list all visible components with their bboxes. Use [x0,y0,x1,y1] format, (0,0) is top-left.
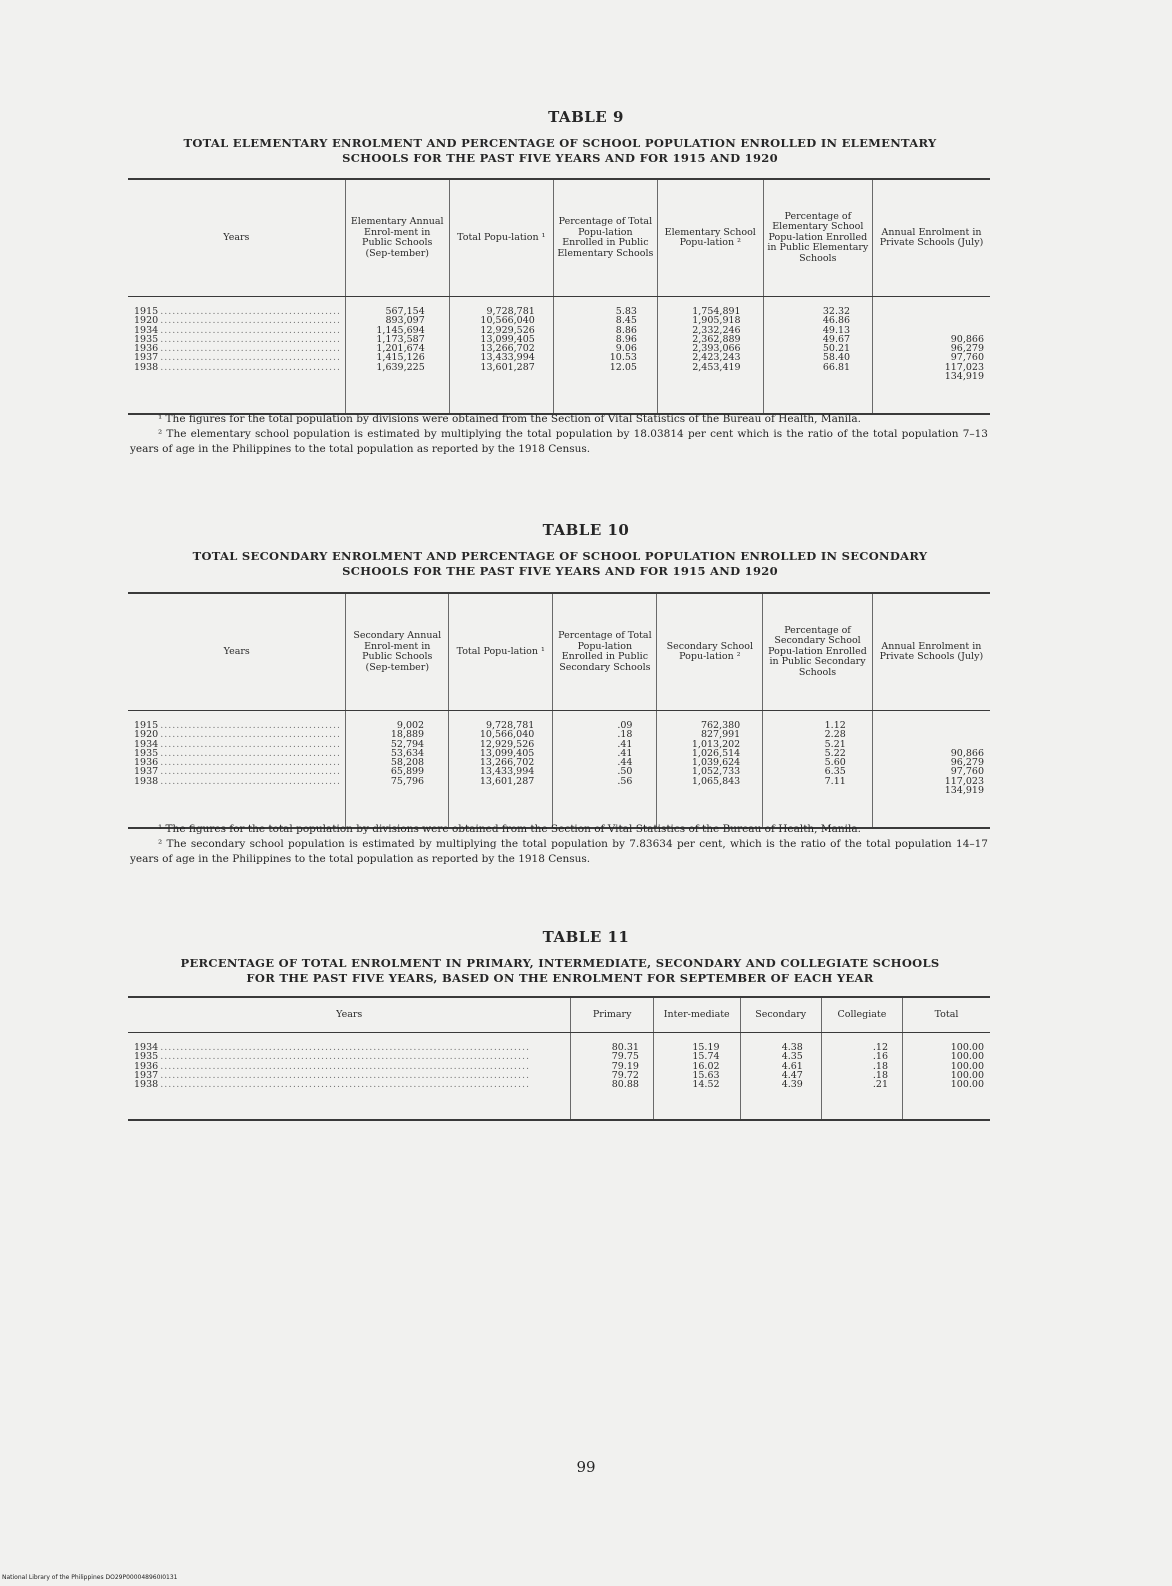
table9-column-4 [657,297,763,415]
table9-year: 1934 ..... [134,326,339,335]
table9-cell: 1,754,891 [692,306,741,317]
table10-header-6: Annual Enrolment in Private Schools (July) [872,593,990,711]
table9-cell: 5.83 [615,306,637,317]
table10-cell: 75,796 [390,775,425,787]
table9-cell: 1,905,918 [692,315,741,327]
table10-cell: 13,601,287 [479,775,535,787]
table11-cell: 4.47 [781,1069,803,1081]
table9-cell: 10.53 [609,352,637,364]
table10-year: 1937 ..... [134,767,339,776]
table9-year: 1935 ..... [134,335,339,344]
table10-cell: .50 [617,766,633,778]
table10-column-4 [657,711,763,829]
table10-cell: .44 [617,757,633,769]
table9-cell: 2,453,419 [692,361,741,373]
table9-cell: 134,919 [944,371,984,383]
table10-cell: 58,208 [390,757,425,769]
table10-cell: 1,013,202 [691,738,741,750]
table9-cell: 32.32 [822,306,851,317]
table10-cell: 9,002 [396,720,425,731]
table10-cell: 1,065,843 [691,775,741,787]
table11 [128,996,990,1121]
table11-cell: .21 [872,1079,888,1091]
table11-cell: .18 [872,1069,888,1081]
table9-cell: 2,332,246 [692,324,741,336]
table9-cell: 8.45 [615,315,637,327]
table9-caption [130,136,990,166]
table11-year: 1938 ..... [134,1080,564,1089]
table10-cell: 7.11 [824,775,846,787]
table9-cell: 9,728,781 [486,306,535,317]
table10-header-5: Percentage of Secondary School Popu-lation Enrolled in Public Secondary Schools [763,593,873,711]
table9-column-6 [873,297,990,415]
table9-cell: 49.13 [822,324,851,336]
table9-cell: 117,023 [944,361,984,373]
table9-caption-line1: TOTAL ELEMENTARY ENROLMENT AND PERCENTAGE OF SCHOOL POPULATION ENROLLED IN ELEMENTARY [183,136,937,150]
table9-header-5: Percentage of Elementary School Popu-lation Enrolled in Public Elementary Schools [763,179,872,297]
table10-cell: 134,919 [944,785,984,797]
table9-cell: 1,201,674 [376,343,425,355]
table9 [128,178,990,415]
table11-cell: 100.00 [950,1051,984,1063]
table10-cell: .09 [617,720,633,731]
table9-cell: 2,362,889 [692,333,741,345]
table9-cell: 1,145,694 [376,324,425,336]
table9-cell: 46.86 [822,315,851,327]
table9-cell: 8.86 [615,324,637,336]
table10 [128,592,990,829]
table9-cell: 58.40 [822,352,851,364]
table9-header-1: Elementary Annual Enrol-ment in Public Schools (Sep-tember) [345,179,449,297]
table9-header-row [128,179,990,297]
table11-year: 1934 ..... [134,1043,564,1052]
table10-cell: .56 [617,775,633,787]
table10-cell: 6.35 [824,766,846,778]
table9-footnote-1: ¹ The figures for the total population by divisions were obtained from the Section of Vital Statistics of the Bureau of Health, Manila. [158,413,861,425]
table11-cell: 100.00 [950,1060,984,1072]
table11-cell: 79.75 [611,1051,639,1063]
table11-cell: .16 [872,1051,888,1063]
table10-cell: 1.12 [824,720,846,731]
table10-header-3: Percentage of Total Popu-lation Enrolled in Public Secondary Schools [553,593,657,711]
table9-cell: 50.21 [822,343,851,355]
table10-years-cell [128,711,346,829]
table10-cell: 97,760 [950,766,984,778]
table11-header-3: Secondary [740,997,821,1033]
table9-cell: 13,433,994 [480,352,535,364]
table10-cell: 2.28 [824,729,846,741]
table11-cell: 15.74 [692,1051,720,1063]
table9-cell: 12,929,526 [480,324,535,336]
page-number: 99 [576,1458,596,1476]
table11-column-4 [821,1033,902,1121]
table9-year: 1938 ..... [134,363,339,372]
table9-footnote-2: ² The elementary school population is estimated by multiplying the total population by 18.03814 per cent which is the ratio of the total population 7–13 years of age in the Philippines to the total population as reported by the 1918 Census. [130,428,988,455]
table11-year: 1937 ..... [134,1071,564,1080]
table11-cell: 100.00 [950,1079,984,1091]
table9-years-cell [128,297,345,415]
table10-header-4: Secondary School Popu-lation ² [657,593,763,711]
table10-cell: 12,929,526 [479,738,535,750]
table11-cell: 79.72 [611,1069,639,1081]
table10-cell: 65,899 [390,766,425,778]
table11-header-1: Primary [571,997,654,1033]
table11-cell: 15.63 [692,1069,720,1081]
table9-year: 1936 ..... [134,344,339,353]
table10-cell [879,721,984,730]
table9-header-0: Years [128,179,345,297]
table9-cell: 1,173,587 [376,333,425,345]
table10-cell: 90,866 [950,747,984,759]
table10-cell: 13,266,702 [479,757,535,769]
table9-cell: 567,154 [385,306,425,317]
table11-cell: 16.02 [692,1060,720,1072]
table11-cell: .18 [872,1060,888,1072]
table11-cell: 4.38 [781,1042,803,1053]
table10-header-row [128,593,990,711]
table9-cell: 1,639,225 [376,361,425,373]
table9-footnotes [130,412,988,457]
table10-caption-line1: TOTAL SECONDARY ENROLMENT AND PERCENTAGE OF SCHOOL POPULATION ENROLLED IN SECONDARY [192,549,928,563]
table10-data-row [128,711,990,829]
table10-cell [879,730,984,739]
table10-cell: .18 [617,729,633,741]
table9-cell: 1,415,126 [376,352,425,364]
table10-footnote-2: ² The secondary school population is estimated by multiplying the total population by 7.83634 per cent, which is the ratio of the total population 14–17 years of age in the Philippines to the total population as reported by the 1918 Census. [130,838,988,865]
table10-cell: 18,889 [390,729,425,741]
table10-column-3 [553,711,657,829]
table10-cell: 53,634 [390,747,425,759]
table9-cell: 97,760 [950,352,984,364]
table9-header-2: Total Popu-lation ¹ [449,179,553,297]
table10-cell: 762,380 [700,720,741,731]
table11-cell: .12 [872,1042,888,1053]
table10-cell: 827,991 [700,729,741,741]
table9-cell: 10,566,040 [480,315,535,327]
table10-cell: 52,794 [390,738,425,750]
table10-header-2: Total Popu-lation ¹ [449,593,553,711]
table9-cell: 2,423,243 [692,352,741,364]
table11-header-0: Years [128,997,571,1033]
table10-cell: 13,433,994 [479,766,535,778]
table9-cell [879,307,984,316]
table10-year: 1934 ..... [134,740,339,749]
table11-header-2: Inter-mediate [653,997,740,1033]
table10-cell: 13,099,405 [479,747,535,759]
table9-cell: 13,601,287 [480,361,535,373]
table11-cell: 100.00 [950,1042,984,1053]
table11-data-row [128,1033,990,1121]
table11-caption [130,956,990,986]
table11-years-cell [128,1033,571,1121]
table9-cell: 893,097 [385,315,425,327]
table11-year: 1935 ..... [134,1052,564,1061]
table9-column-5 [763,297,872,415]
table10-header-1: Secondary Annual Enrol-ment in Public Schools (Sep-tember) [346,593,449,711]
table9-cell: 90,866 [950,333,984,345]
table11-header-4: Collegiate [821,997,902,1033]
table10-header-0: Years [128,593,346,711]
table11-cell: 100.00 [950,1069,984,1081]
table11-cell: 4.61 [781,1060,803,1072]
table11-year: 1936 ..... [134,1062,564,1071]
table11-cell: 80.31 [611,1042,639,1053]
table11-header-5: Total [903,997,991,1033]
table10-column-5 [763,711,873,829]
table9-year: 1915 ..... [134,307,339,316]
table11-column-2 [653,1033,740,1121]
table9-cell: 9.06 [615,343,637,355]
table9-column-1 [345,297,449,415]
table10-cell: 5.21 [824,738,846,750]
table10-footnotes [130,822,988,867]
table10-cell: 1,039,624 [691,757,741,769]
table9-cell: 2,393,066 [692,343,741,355]
table9-header-3: Percentage of Total Popu-lation Enrolled in Public Elementary Schools [553,179,657,297]
table11-title: TABLE 11 [542,928,630,946]
table10-footnote-1: ¹ The figures for the total population by divisions were obtained from the Section of Vital Statistics of the Bureau of Health, Manila. [158,823,861,835]
table9-cell: 13,099,405 [480,333,535,345]
table9-header-4: Elementary School Popu-lation ² [657,179,763,297]
table9-cell: 13,266,702 [480,343,535,355]
table10-year: 1936 ..... [134,758,339,767]
table9-column-3 [553,297,657,415]
table10-cell: 1,052,733 [691,766,741,778]
table11-cell: 79.19 [611,1060,639,1072]
table9-cell: 96,279 [950,343,984,355]
table10-column-1 [346,711,449,829]
table9-year: 1937 ..... [134,353,339,362]
table11-cell: 4.39 [781,1079,803,1091]
table11-column-1 [571,1033,654,1121]
table10-year: 1935 ..... [134,749,339,758]
table10-year: 1915 ..... [134,721,339,730]
table9-cell: 12.05 [609,361,637,373]
table10-caption [130,549,990,579]
table9-cell: 8.96 [615,333,637,345]
table11-cell: 80.88 [611,1079,639,1091]
table9-cell: 66.81 [822,361,851,373]
table11-cell: 15.19 [692,1042,720,1053]
table9-cell: 49.67 [822,333,851,345]
table10-cell: 96,279 [950,757,984,769]
table9-caption-line2: SCHOOLS FOR THE PAST FIVE YEARS AND FOR 1915 AND 1920 [342,151,778,165]
table9-data-row [128,297,990,415]
table10-cell: 5.60 [824,757,846,769]
table10-cell: 9,728,781 [485,720,535,731]
table11-column-3 [740,1033,821,1121]
scan-credit: National Library of the Philippines DO29P000048960I0131 [2,1574,178,1581]
table10-caption-line2: SCHOOLS FOR THE PAST FIVE YEARS AND FOR 1915 AND 1920 [342,564,778,578]
table11-header-row [128,997,990,1033]
table10-cell: 1,026,514 [691,747,741,759]
table9-year: 1920 ..... [134,316,339,325]
table9-header-6: Annual Enrolment in Private Schools (July) [873,179,990,297]
table11-cell: 14.52 [692,1079,720,1091]
table10-column-6 [872,711,990,829]
table11-cell: 4.35 [781,1051,803,1063]
table11-column-5 [903,1033,991,1121]
table10-cell: .41 [617,747,633,759]
table10-cell: .41 [617,738,633,750]
table10-column-2 [449,711,553,829]
table10-title: TABLE 10 [542,521,630,539]
table10-cell: 10,566,040 [479,729,535,741]
table9-cell [879,316,984,325]
table11-caption-line2: FOR THE PAST FIVE YEARS, BASED ON THE ENROLMENT FOR SEPTEMBER OF EACH YEAR [246,971,874,985]
table10-cell: 117,023 [944,775,984,787]
table10-year: 1938 ..... [134,777,339,786]
table9-column-2 [449,297,553,415]
table10-year: 1920 ..... [134,730,339,739]
table9-title: TABLE 9 [548,108,624,126]
table10-cell: 5.22 [824,747,846,759]
table11-caption-line1: PERCENTAGE OF TOTAL ENROLMENT IN PRIMARY, INTERMEDIATE, SECONDARY AND COLLEGIATE SCHOOLS [180,956,940,970]
